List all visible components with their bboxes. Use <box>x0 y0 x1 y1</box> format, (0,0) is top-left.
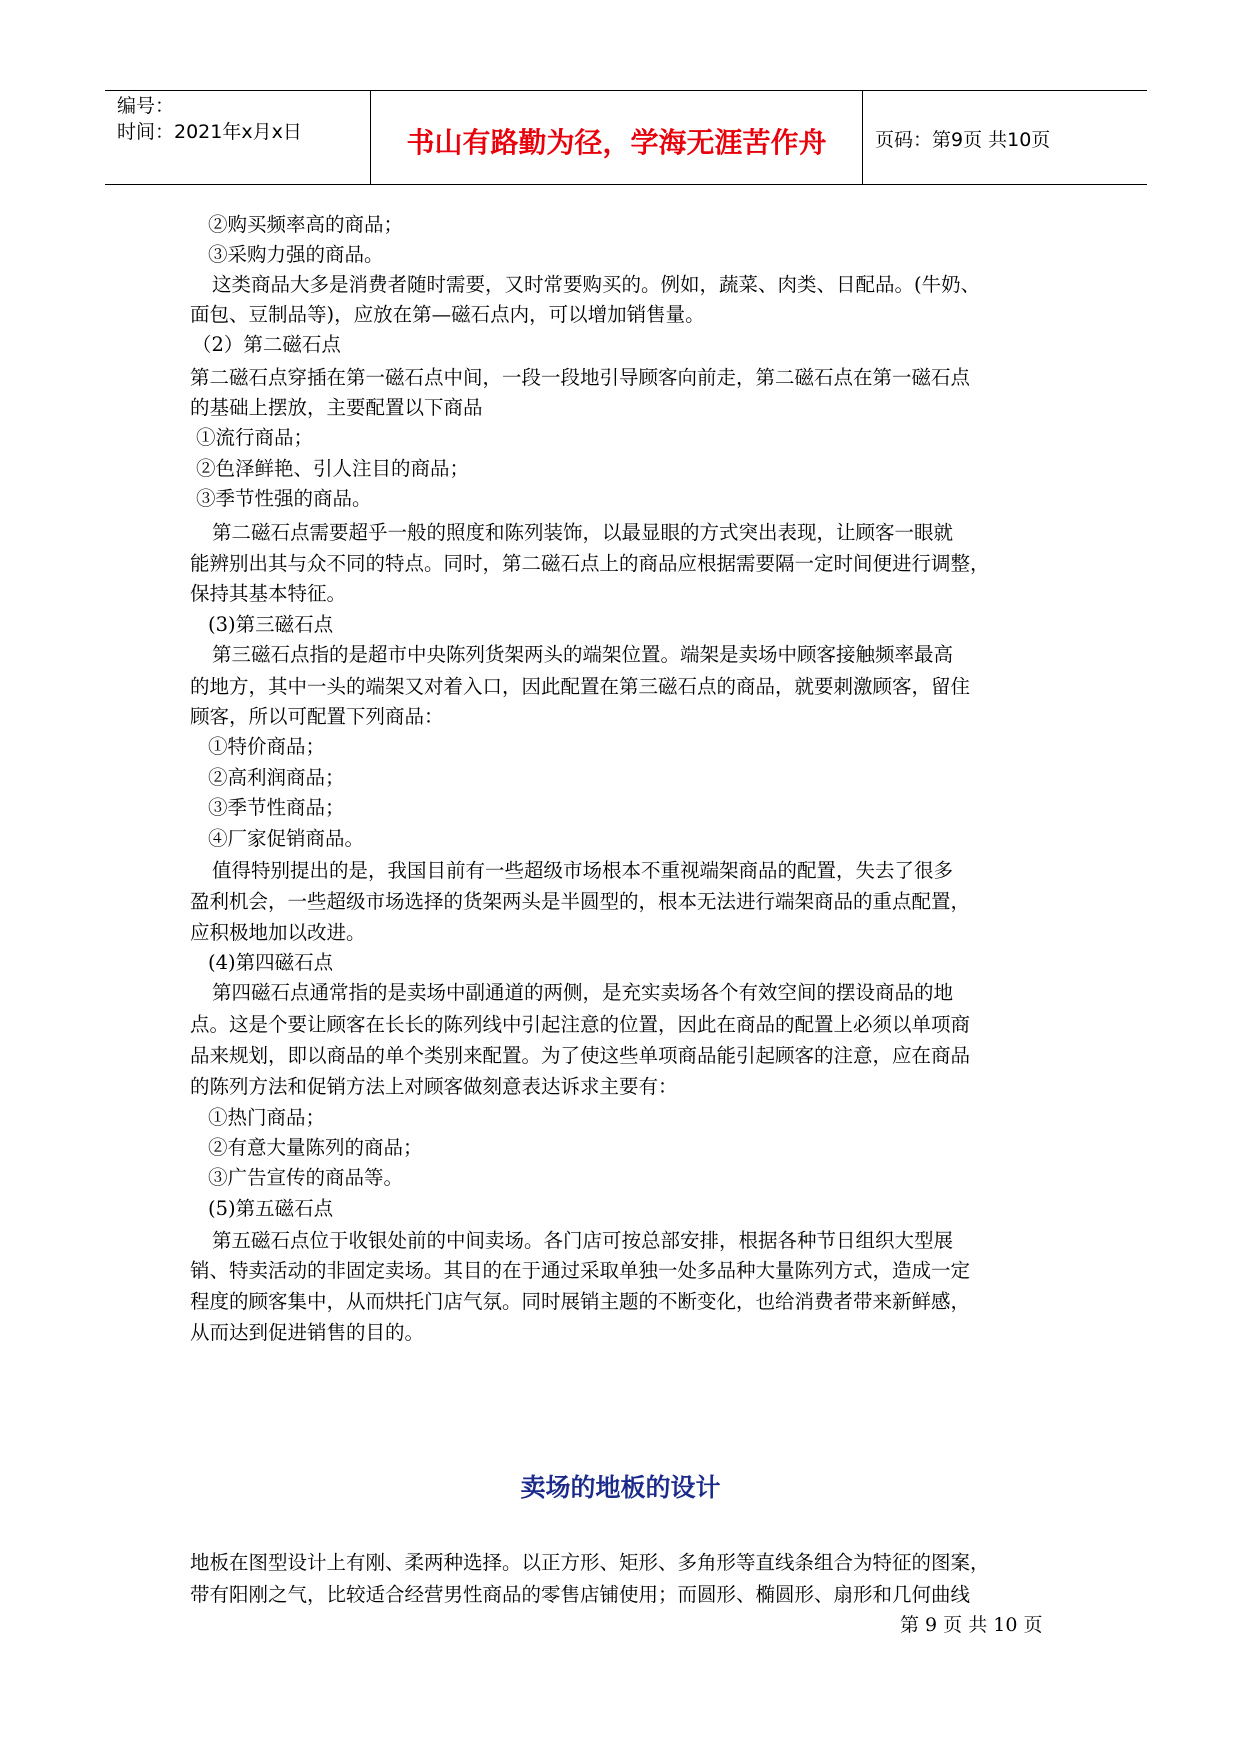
text-line: 的基础上摆放，主要配置以下商品 <box>190 396 483 419</box>
text-line: 盈利机会，一些超级市场选择的货架两头是半圆型的，根本无法进行端架商品的重点配置， <box>190 890 971 913</box>
page-footer: 第 9 页 共 10 页 <box>900 1614 1043 1636</box>
text-line: （2）第二磁石点 <box>192 333 341 356</box>
text-line: 带有阳刚之气，比较适合经营男性商品的零售店铺使用；而圆形、椭圆形、扇形和几何曲线 <box>190 1583 971 1606</box>
text-line: 应积极地加以改进。 <box>190 921 366 944</box>
text-line: 地板在图型设计上有刚、柔两种选择。以正方形、矩形、多角形等直线条组合为特征的图案， <box>190 1551 990 1574</box>
text-line: 点。这是个要让顾客在长长的陈列线中引起注意的位置，因此在商品的配置上必须以单项商 <box>190 1013 971 1036</box>
text-line: ②有意大量陈列的商品； <box>208 1136 423 1159</box>
text-line: ②高利润商品； <box>208 766 345 789</box>
text-line: ③采购力强的商品。 <box>208 243 384 266</box>
header-divider <box>862 91 863 184</box>
text-line: 第五磁石点位于收银处前的中间卖场。各门店可按总部安排，根据各种节日组织大型展 <box>212 1229 954 1252</box>
text-line: (5)第五磁石点 <box>208 1197 334 1220</box>
text-line: 能辨别出其与众不同的特点。同时，第二磁石点上的商品应根据需要隔一定时间便进行调整， <box>190 552 990 575</box>
text-line: 第二磁石点需要超乎一般的照度和陈列装饰，以最显眼的方式突出表现，让顾客一眼就 <box>212 521 954 544</box>
text-line: 第三磁石点指的是超市中央陈列货架两头的端架位置。端架是卖场中顾客接触频率最高 <box>212 643 954 666</box>
text-line: 顾客，所以可配置下列商品： <box>190 705 444 728</box>
text-line: 程度的顾客集中，从而烘托门店气氛。同时展销主题的不断变化，也给消费者带来新鲜感， <box>190 1290 971 1313</box>
text-line: 的地方，其中一头的端架又对着入口，因此配置在第三磁石点的商品，就要刺激顾客，留住 <box>190 675 971 698</box>
text-line: 销、特卖活动的非固定卖场。其目的在于通过采取单独一处多品种大量陈列方式，造成一定 <box>190 1259 971 1282</box>
text-line: 第四磁石点通常指的是卖场中副通道的两侧，是充实卖场各个有效空间的摆设商品的地 <box>212 981 954 1004</box>
number-label: 编号： <box>117 95 175 117</box>
time-label: 时间：2021年x月x日 <box>117 121 302 143</box>
text-line: 第二磁石点穿插在第一磁石点中间，一段一段地引导顾客向前走，第二磁石点在第一磁石点 <box>190 366 971 389</box>
header-page-info: 页码：第9页 共10页 <box>875 129 1051 151</box>
header-left-cell <box>117 93 302 145</box>
text-line: ③季节性强的商品。 <box>196 487 372 510</box>
text-line: 的陈列方法和促销方法上对顾客做刻意表达诉求主要有： <box>190 1075 678 1098</box>
text-line: ②购买频率高的商品； <box>208 213 404 236</box>
text-line: ①热门商品； <box>208 1106 326 1129</box>
text-line: (4)第四磁石点 <box>208 951 334 974</box>
text-line: 值得特别提出的是，我国目前有一些超级市场根本不重视端架商品的配置，失去了很多 <box>212 859 954 882</box>
text-line: ③广告宣传的商品等。 <box>208 1166 404 1189</box>
document-header <box>105 90 1147 185</box>
header-motto: 书山有路勤为径，学海无涯苦作舟 <box>406 126 827 159</box>
text-line: 保持其基本特征。 <box>190 582 347 605</box>
section-title: 卖场的地板的设计 <box>520 1473 721 1502</box>
text-line: ③季节性商品； <box>208 796 345 819</box>
text-line: 品来规划，即以商品的单个类别来配置。为了使这些单项商品能引起顾客的注意，应在商品 <box>190 1044 971 1067</box>
text-line: ②色泽鲜艳、引人注目的商品； <box>196 457 470 480</box>
text-line: 面包、豆制品等)，应放在第—磁石点内，可以增加销售量。 <box>190 303 705 326</box>
text-line: (3)第三磁石点 <box>208 613 334 636</box>
text-line: 从而达到促进销售的目的。 <box>190 1321 425 1344</box>
text-line: ④厂家促销商品。 <box>208 827 365 850</box>
text-line: ①特价商品； <box>208 735 326 758</box>
text-line: ①流行商品； <box>196 426 314 449</box>
text-line: 这类商品大多是消费者随时需要，又时常要购买的。例如，蔬菜、肉类、日配品。(牛奶、 <box>212 273 981 296</box>
